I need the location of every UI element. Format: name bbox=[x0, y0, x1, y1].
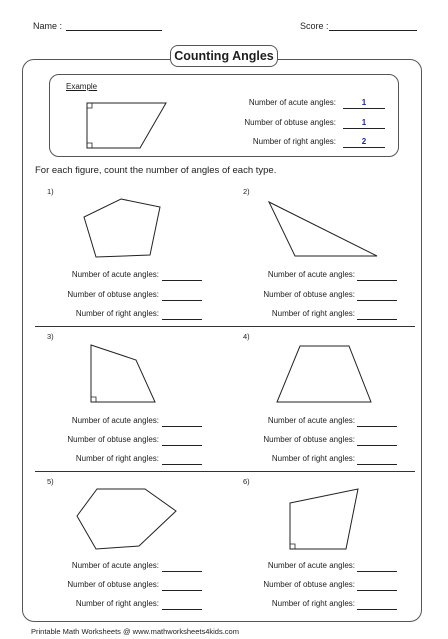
right-label: Number of right angles: bbox=[271, 309, 355, 318]
obtuse-label: Number of obtuse angles: bbox=[263, 290, 355, 299]
acute-label: Number of acute angles: bbox=[267, 270, 355, 279]
worksheet-title: Counting Angles bbox=[170, 45, 278, 67]
score-label: Score : bbox=[300, 21, 329, 31]
problem-number: 3) bbox=[47, 332, 54, 341]
problem-number: 6) bbox=[243, 477, 250, 486]
right-answer-field[interactable] bbox=[357, 609, 397, 610]
right-label: Number of right angles: bbox=[75, 454, 159, 463]
right-label: Number of right angles: bbox=[75, 309, 159, 318]
problem-number: 4) bbox=[243, 332, 250, 341]
problem-number: 5) bbox=[47, 477, 54, 486]
acute-label: Number of acute angles: bbox=[267, 561, 355, 570]
obtuse-label: Number of obtuse angles: bbox=[263, 435, 355, 444]
acute-label: Number of acute angles: bbox=[71, 416, 159, 425]
problem-number: 1) bbox=[47, 187, 54, 196]
acute-answer-field[interactable] bbox=[357, 571, 397, 572]
problem-number: 2) bbox=[243, 187, 250, 196]
instructions: For each figure, count the number of angles of each type. bbox=[35, 165, 277, 176]
name-label: Name : bbox=[33, 21, 63, 31]
obtuse-answer-field[interactable] bbox=[357, 590, 397, 591]
acute-label: Number of acute angles: bbox=[71, 270, 159, 279]
example-right-answer: 2 bbox=[343, 137, 385, 148]
example-acute-label: Number of acute angles: bbox=[248, 98, 336, 107]
obtuse-label: Number of obtuse angles: bbox=[67, 290, 159, 299]
acute-label: Number of acute angles: bbox=[71, 561, 159, 570]
acute-label: Number of acute angles: bbox=[267, 416, 355, 425]
obtuse-label: Number of obtuse angles: bbox=[263, 580, 355, 589]
footer-credit: Printable Math Worksheets @ www.mathworksheets4kids.com bbox=[31, 627, 239, 636]
obtuse-label: Number of obtuse angles: bbox=[67, 580, 159, 589]
example-obtuse-answer: 1 bbox=[343, 118, 385, 129]
obtuse-label: Number of obtuse angles: bbox=[67, 435, 159, 444]
right-label: Number of right angles: bbox=[75, 599, 159, 608]
example-obtuse-label: Number of obtuse angles: bbox=[244, 118, 336, 127]
example-right-label: Number of right angles: bbox=[252, 137, 336, 146]
right-label: Number of right angles: bbox=[271, 454, 355, 463]
right-label: Number of right angles: bbox=[271, 599, 355, 608]
example-heading: Example bbox=[66, 82, 98, 91]
example-acute-answer: 1 bbox=[343, 98, 385, 109]
